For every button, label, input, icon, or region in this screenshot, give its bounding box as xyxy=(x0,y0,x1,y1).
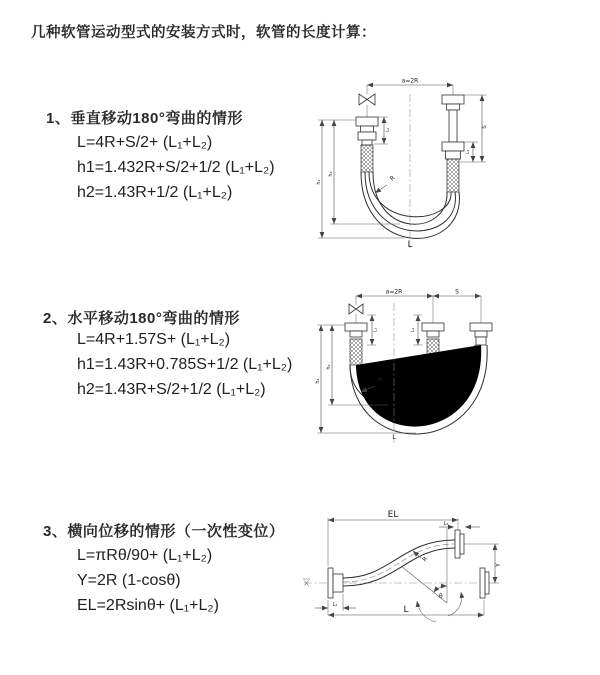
braided-hose-section xyxy=(350,339,362,365)
section-1-formula-h1: h1=1.432R+S/2+1/2 (L₁+L₂) xyxy=(77,159,275,176)
valve-icon xyxy=(359,94,375,117)
s-curve-hose xyxy=(343,540,455,586)
diagram-lateral-displacement xyxy=(298,498,600,633)
section-1-formula-L: L=4R+S/2+ (L₁+L₂) xyxy=(77,134,213,151)
label-r: R xyxy=(421,555,430,564)
label-l1-right: L₁ xyxy=(466,149,471,155)
dim-l1-left xyxy=(367,315,379,345)
dim-l1-left xyxy=(315,594,356,611)
label-a2r: a=2R xyxy=(385,288,403,296)
right-pipe-fitting xyxy=(442,95,464,192)
dim-l xyxy=(328,600,484,615)
section-2-heading: 2、水平移动180°弯曲的情形 xyxy=(43,310,240,327)
label-l1-left: L₁ xyxy=(332,602,338,608)
dim-el xyxy=(328,510,458,566)
u-hose-arcs xyxy=(350,345,487,434)
section-1-heading: 1、垂直移动180°弯曲的情形 xyxy=(46,110,243,127)
left-pipe-fitting xyxy=(356,117,378,172)
label-h1: h₁ xyxy=(316,179,322,185)
label-r: R xyxy=(388,174,397,183)
valve-icon xyxy=(349,304,363,323)
label-s: S xyxy=(455,288,459,296)
diagram-2-svg xyxy=(308,283,574,453)
theta-angle-construction xyxy=(401,528,461,622)
diagram-1-svg xyxy=(312,72,574,254)
label-s: S xyxy=(482,125,488,129)
diagram-3-svg xyxy=(298,498,600,633)
radius-pointer xyxy=(375,174,396,193)
section-2-formula-h2: h2=1.43R+S/2+1/2 (L₁+L₂) xyxy=(77,381,266,398)
section-3-formula-Y: Y=2R (1-cosθ) xyxy=(77,572,181,589)
page-title: 几种软管运动型式的安装方式时，软管的长度计算： xyxy=(31,25,376,41)
section-2-formula-h1: h1=1.43R+0.785S+1/2 (L₁+L₂) xyxy=(77,356,293,373)
dim-span-a2r-s xyxy=(356,289,481,324)
right-pipe-fitting-moved xyxy=(470,323,492,345)
dim-s-l1-right xyxy=(460,95,488,162)
section-3-formula-L: L=πRθ/90+ (L₁+L₂) xyxy=(77,547,213,564)
dim-l1-mid xyxy=(410,315,422,345)
left-flange xyxy=(328,568,343,598)
section-1-formula-h2: h2=1.43R+1/2 (L₁+L₂) xyxy=(77,184,233,201)
label-l: L xyxy=(407,240,413,250)
dim-span-a2r xyxy=(367,78,453,96)
section-3-formula-EL: EL=2Rsinθ+ (L₁+L₂) xyxy=(77,597,219,614)
label-r: R xyxy=(376,375,385,384)
label-a2r: a=2R xyxy=(401,77,419,85)
label-y: Y xyxy=(495,563,502,567)
diagram-horizontal-180-bend xyxy=(308,283,574,453)
section-2-formula-L: L=4R+1.57S+ (L₁+L₂) xyxy=(77,331,231,348)
braided-hose-section xyxy=(447,159,459,192)
label-l1-top: L₁ xyxy=(443,521,449,527)
axis-mark xyxy=(303,579,310,586)
upper-flange-displaced xyxy=(455,530,464,558)
diagram-vertical-180-bend xyxy=(312,72,574,254)
label-el: EL xyxy=(387,510,399,520)
braided-hose-section xyxy=(361,145,373,172)
section-3-heading: 3、横向位移的情形（一次性变位） xyxy=(43,523,285,540)
dim-l1-top xyxy=(439,521,480,527)
label-l: L xyxy=(403,605,409,615)
label-l1-left: L₁ xyxy=(373,327,379,333)
label-l: L xyxy=(392,433,396,441)
label-h2: h₂ xyxy=(326,364,332,370)
label-l1-left: L₁ xyxy=(386,127,391,133)
label-h1: h₁ xyxy=(315,378,321,384)
label-h2: h₂ xyxy=(328,171,334,177)
left-pipe-fitting xyxy=(345,323,367,365)
label-l1-mid: L₁ xyxy=(411,327,416,333)
label-theta: θ xyxy=(439,593,443,600)
